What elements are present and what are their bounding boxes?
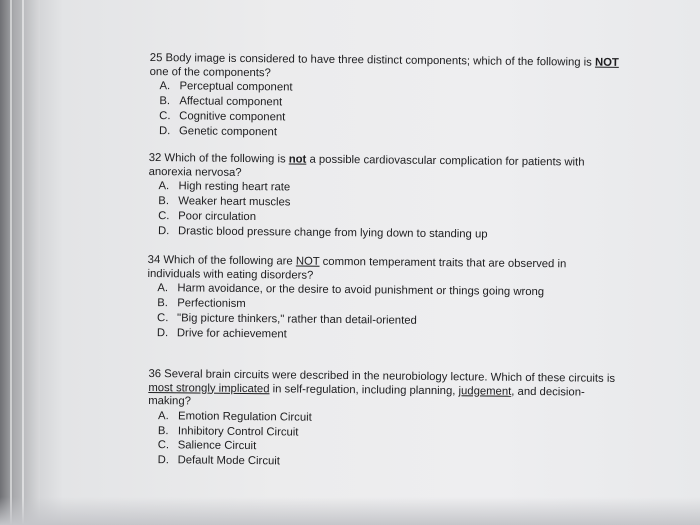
answer-options: [149, 80, 620, 143]
option-letter: C.: [157, 311, 169, 325]
option-text: Poor circulation: [178, 210, 257, 224]
option-text: Perfectionism: [177, 297, 246, 311]
question-stem: [148, 368, 616, 413]
option-text: Cognitive component: [179, 110, 286, 124]
glare-streak: [10, 0, 12, 525]
stem-emphasis: not: [288, 153, 307, 166]
stem-text: common temperament traits that are observed in individuals with eating disorders?: [147, 255, 567, 282]
option-letter: D.: [157, 454, 169, 467]
option-letter: D.: [156, 326, 169, 339]
answer-options: [147, 282, 618, 345]
option-letter: A.: [159, 80, 171, 93]
stem-text: 36 Several brain circuits were described in the neurobiology lecture. Which of these circuits is: [148, 368, 616, 385]
question-stem: [150, 52, 620, 84]
stem-text: a possible cardiovascular complication for patients with anorexia nervosa?: [148, 153, 585, 179]
option-letter: D.: [158, 124, 171, 137]
option-letter: B.: [159, 95, 171, 108]
option-text: Drive for achievement: [176, 326, 287, 341]
left-edge-glare: [0, 0, 40, 525]
option-letter: C.: [158, 209, 170, 223]
option-text: "Big picture thinkers," rather than detail-oriented: [177, 312, 417, 327]
option-text: Default Mode Circuit: [177, 454, 280, 468]
option-text: Weaker heart muscles: [178, 195, 291, 209]
stem-text: , and decision-making?: [148, 385, 585, 408]
stem-emphasis: NOT: [594, 56, 619, 69]
question-stem: [147, 254, 617, 286]
stem-text: 25 Body image is considered to have three distinct components; which of the following is: [149, 51, 596, 69]
option-text: Inhibitory Control Circuit: [177, 424, 299, 439]
option-text: Genetic component: [178, 124, 278, 139]
option-letter: B.: [157, 297, 168, 310]
stem-emphasis: most strongly implicated: [148, 381, 270, 395]
option-text: Perceptual component: [179, 80, 293, 94]
answer-options: [148, 180, 619, 243]
option-text: High resting heart rate: [178, 180, 291, 194]
option-letter: C.: [159, 109, 171, 123]
stem-text: one of the components?: [149, 65, 271, 79]
option-letter: B.: [158, 195, 170, 208]
question-36: [148, 368, 617, 474]
stem-emphasis: judgement: [458, 384, 512, 398]
option-letter: A.: [158, 409, 169, 423]
glare-streak: [22, 0, 24, 525]
stem-text: in self-regulation, including planning,: [269, 382, 459, 397]
option-letter: C.: [157, 439, 170, 452]
question-32: [148, 152, 619, 244]
bottom-shadow: [0, 497, 700, 525]
option-letter: B.: [157, 424, 169, 437]
question-25: [149, 52, 620, 144]
quiz-document: [147, 40, 620, 468]
option-text: Harm avoidance, or the desire to avoid punishment or things going wrong: [177, 282, 545, 299]
option-letter: D.: [157, 224, 170, 237]
option-text: Emotion Regulation Circuit: [178, 410, 312, 424]
question-34: [147, 254, 618, 346]
option-letter: A.: [157, 282, 169, 295]
option-letter: A.: [158, 180, 170, 193]
answer-options: [148, 410, 617, 473]
stem-emphasis: NOT: [295, 255, 320, 268]
option-text: Affectual component: [179, 95, 283, 109]
option-text: Drastic blood pressure change from lying down to standing up: [177, 224, 488, 241]
stem-text: 34 Which of the following are: [147, 253, 296, 268]
option-text: Salience Circuit: [177, 439, 257, 453]
stem-text: 32 Which of the following is: [148, 151, 289, 166]
question-stem: [149, 152, 619, 184]
